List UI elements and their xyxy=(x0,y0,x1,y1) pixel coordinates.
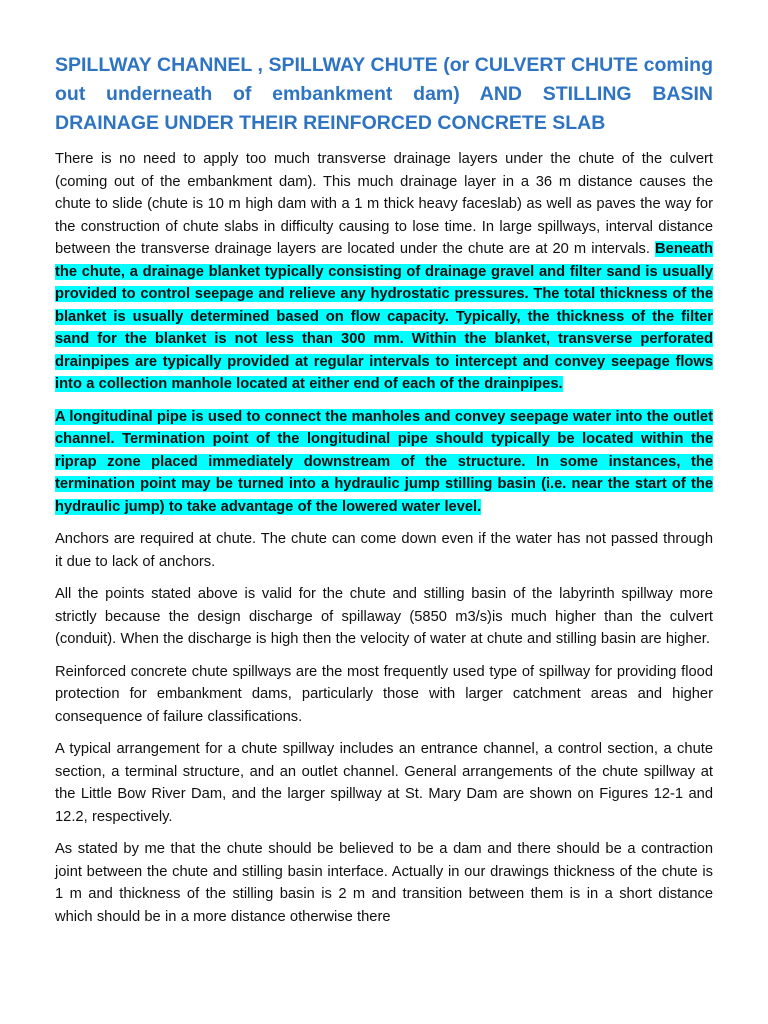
highlighted-text: Beneath the chute, a drainage blanket typically consisting of drainage gravel and filter sand is usually provided to control seepage and relieve any hydrostatic pressures. The total thickness of the blanket is usually determined based on flow capacity. Typically, the thickness of the filter sand for the blanket is not less than 300 mm. Within the blanket, transverse perforated drainpipes are typically provided at regular intervals to intercept and convey seepage flows into a collection manhole located at either end of each of the drainpipes. xyxy=(55,241,713,392)
paragraph-contraction-joint: As stated by me that the chute should be believed to be a dam and there should be a contraction joint between the chute and stilling basin interface. Actually in our drawings thickness of the chute is 1 m and thickness of the stilling basin is 2 m and transition between them is in a short distance which should be in a more distance otherwise there xyxy=(55,841,713,925)
paragraph-text: There is no need to apply too much transverse drainage layers under the chute of the culvert (coming out of the embankment dam). This much drainage layer in a 36 m distance causes the chute to slide (chute is 10 m high dam with a 1 m thick heavy faceslab) as well as paves the way for the construction of chute slabs in difficulty causing to lose time. In large spillways, interval distance between the transverse drainage layers are located under the chute are at 20 m intervals. xyxy=(55,151,713,257)
paragraph-drainage-blanket xyxy=(55,148,713,396)
paragraph-anchors: Anchors are required at chute. The chute can come down even if the water has not passed through it due to lack of anchors. xyxy=(55,531,713,570)
paragraph-reinforced-chute: Reinforced concrete chute spillways are the most frequently used type of spillway for providing flood protection for embankment dams, particularly those with larger catchment areas and higher consequence of failure classifications. xyxy=(55,663,713,725)
paragraph-typical-arrangement: A typical arrangement for a chute spillway includes an entrance channel, a control section, a chute section, a terminal structure, and an outlet channel. General arrangements of the chute spillway at the Little Bow River Dam, and the larger spillway at St. Mary Dam are shown on Figures 12-1 and 12.2, respectively. xyxy=(55,741,713,825)
paragraph-longitudinal-pipe xyxy=(55,406,713,519)
paragraph-labyrinth-spillway: All the points stated above is valid for the chute and stilling basin of the labyrinth spillway more strictly because the design discharge of spillaway (5850 m3/s)is much higher than the culvert (conduit). When the discharge is high then the velocity of water at chute and stilling basin are higher. xyxy=(55,586,713,647)
document-title: SPILLWAY CHANNEL , SPILLWAY CHUTE (or CULVERT CHUTE coming out underneath of embankment dam) AND STILLING BASIN DRAINAGE UNDER THEIR REINFORCED CONCRETE SLAB xyxy=(55,54,713,134)
highlighted-text: A longitudinal pipe is used to connect the manholes and convey seepage water into the outlet channel. Termination point of the longitudinal pipe should typically be located within the riprap zone placed immediately downstream of the structure. In some instances, the termination point may be turned into a hydraulic jump stilling basin (i.e. near the start of the hydraulic jump) to take advantage of the lowered water level. xyxy=(55,408,713,515)
